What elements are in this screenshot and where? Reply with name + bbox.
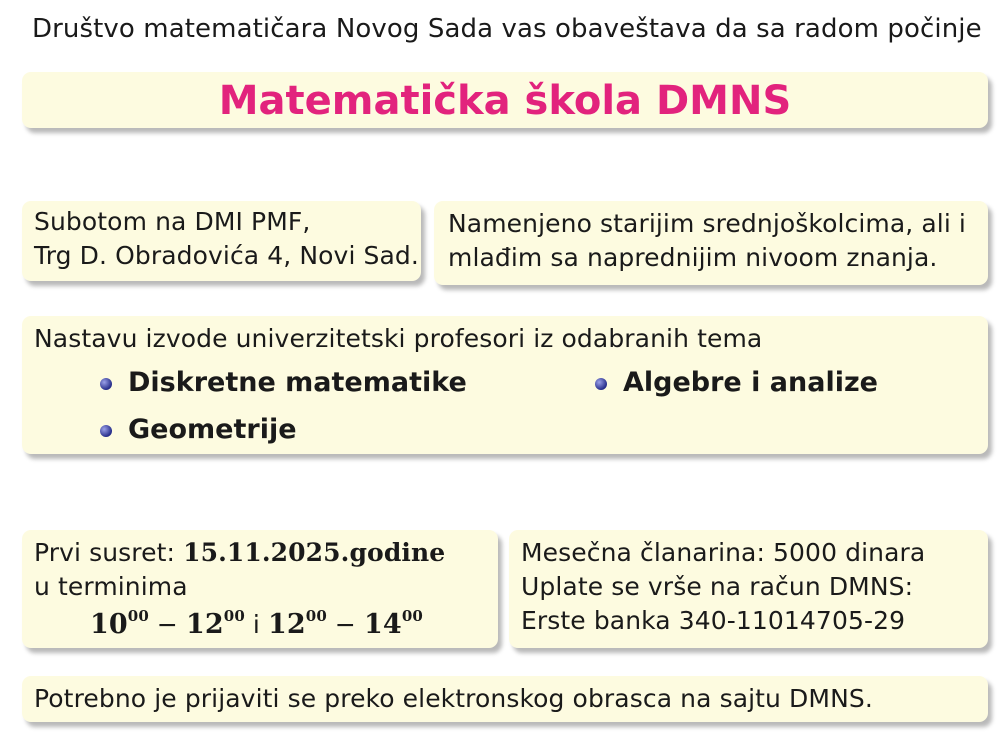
time-1-end: $12^{00}$: [186, 607, 245, 640]
title-panel: [22, 72, 988, 128]
location-line-1: Subotom na DMI PMF,: [34, 207, 311, 236]
time-dash: −: [156, 610, 178, 639]
meeting-times: [34, 608, 498, 642]
topic-item: Geometrije: [128, 414, 297, 445]
time-2-end: $14^{00}$: [364, 607, 423, 640]
audience-line-1: Namenjeno starijim srednjoškolcima, ali i: [448, 209, 966, 238]
page-title: Matematička škola DMNS: [218, 78, 792, 124]
time-dash: −: [334, 610, 356, 639]
time-2-start: $12^{00}$: [268, 607, 327, 640]
first-meeting-line-2: u terminima: [34, 572, 188, 601]
fee-line-2: Uplate se vrše na račun DMNS:: [521, 572, 914, 601]
time-1-start: $10^{00}$: [90, 607, 149, 640]
bank-account: Erste banka 340-11014705-29: [521, 606, 906, 635]
fee-line-1: Mesečna članarina: 5000 dinara: [521, 538, 926, 567]
topic-item: Diskretne matematike: [128, 367, 467, 398]
fees-panel: [509, 530, 988, 648]
bullet-icon: [100, 378, 112, 390]
bullet-icon: [595, 378, 607, 390]
intro-text: Društvo matematičara Novog Sada vas obaveštava da sa radom počinje: [32, 14, 982, 44]
time-and: i: [252, 610, 260, 639]
registration-text: Potrebno je prijaviti se preko elektronskog obrasca na sajtu DMNS.: [34, 684, 873, 713]
teachers-panel: [22, 316, 988, 454]
registration-panel: [22, 676, 988, 722]
topic-item: Algebre i analize: [623, 367, 878, 398]
first-meeting-panel: [22, 530, 498, 648]
location-panel: [22, 201, 421, 281]
audience-line-2: mlađim sa naprednijim nivoom znanja.: [448, 243, 938, 272]
bullet-icon: [100, 425, 112, 437]
location-line-2: Trg D. Obradovića 4, Novi Sad.: [34, 241, 419, 270]
audience-panel: [434, 201, 988, 285]
first-meeting-date: 15.11.2025.godine: [183, 538, 446, 567]
first-meeting-label: Prvi susret:: [34, 538, 176, 567]
teachers-heading: Nastavu izvode univerzitetski profesori iz odabranih tema: [34, 324, 763, 353]
first-meeting-line: [34, 536, 498, 570]
